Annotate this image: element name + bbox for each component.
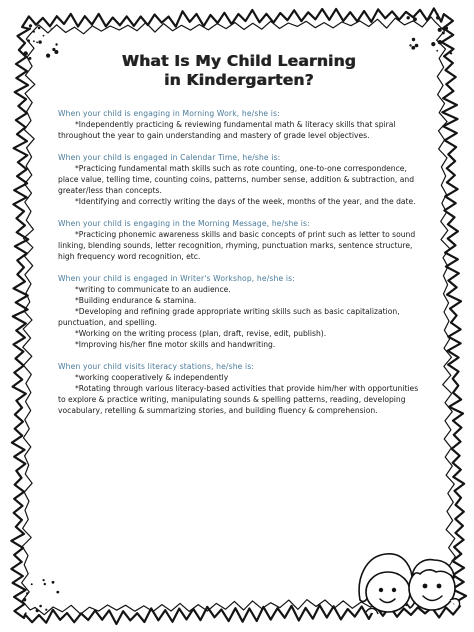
title-line-1: What Is My Child Learning bbox=[121, 52, 357, 70]
confetti-dot bbox=[45, 609, 47, 611]
list-item: *working cooperatively & independently bbox=[75, 373, 229, 382]
confetti-dot bbox=[24, 51, 28, 55]
confetti-dot bbox=[33, 31, 35, 33]
girl-face-icon bbox=[366, 572, 410, 612]
section-calendar-time bbox=[58, 152, 420, 207]
confetti-dot bbox=[413, 17, 417, 21]
boy-eye-right bbox=[437, 584, 442, 589]
confetti-dot bbox=[442, 31, 445, 34]
confetti-dot bbox=[438, 40, 442, 44]
confetti-dot bbox=[31, 583, 33, 585]
confetti-dot bbox=[56, 591, 59, 594]
list-item: *Building endurance & stamina. bbox=[75, 296, 197, 305]
section-heading: When your child is engaging in Morning Work, he/she is: bbox=[58, 109, 280, 118]
confetti-dot bbox=[43, 579, 45, 581]
list-item: *writing to communicate to an audience. bbox=[75, 285, 231, 294]
confetti-dot bbox=[29, 28, 31, 30]
girl-eye-right bbox=[392, 588, 396, 592]
section-morning-work bbox=[58, 108, 420, 141]
boy-eye-left bbox=[423, 584, 428, 589]
list-item: *Independently practicing & reviewing fundamental math & literacy skills that spiral throughout the year to gain understanding and mastery of grade level objectives. bbox=[58, 120, 396, 140]
confetti-dot bbox=[52, 48, 55, 51]
confetti-dot bbox=[438, 28, 442, 32]
section-heading: When your child is engaging in the Morning Message, he/she is: bbox=[58, 219, 310, 228]
confetti-dot bbox=[445, 27, 448, 30]
confetti-dot bbox=[25, 612, 27, 614]
confetti-dot bbox=[43, 35, 45, 37]
confetti-dot bbox=[39, 605, 42, 608]
page-title bbox=[58, 52, 420, 90]
confetti-dot bbox=[38, 40, 41, 43]
confetti-dot bbox=[36, 610, 38, 612]
confetti-dot bbox=[436, 13, 438, 15]
confetti-dot bbox=[416, 45, 418, 47]
section-morning-message bbox=[58, 218, 420, 262]
section-writers-workshop bbox=[58, 273, 420, 350]
confetti-dot bbox=[436, 16, 440, 20]
section-heading: When your child is engaged in Calendar Time, he/she is: bbox=[58, 153, 281, 162]
section-heading: When your child is engaged in Writer's Workshop, he/she is: bbox=[58, 274, 295, 283]
list-item: *Rotating through various literacy-based activities that provide him/her with opportunities to explore & practice writing, manipulating sounds & spelling patterns, reading, developing vocabulary, retelling & summarizing stories, and building fluency & comprehension. bbox=[58, 384, 419, 415]
confetti-dot bbox=[36, 42, 38, 44]
girl-eye-left bbox=[379, 588, 383, 592]
document-body bbox=[58, 50, 420, 427]
confetti-dot bbox=[28, 57, 31, 60]
kids-clipart bbox=[354, 530, 464, 625]
confetti-dot bbox=[55, 43, 57, 45]
confetti-dot bbox=[33, 40, 35, 42]
confetti-dot bbox=[450, 52, 452, 54]
confetti-dot bbox=[409, 44, 411, 46]
list-item: *Working on the writing process (plan, draft, revise, edit, publish). bbox=[75, 329, 327, 338]
list-item: *Practicing phonemic awareness skills and basic concepts of print such as letter to sound linking, blending sounds, letter recognition, rhyming, punctuation marks, sentence structure, high frequency word recognition, etc. bbox=[58, 230, 416, 261]
confetti-dot bbox=[23, 598, 26, 601]
confetti-dot bbox=[27, 39, 30, 42]
confetti-dot bbox=[51, 28, 53, 30]
list-item: *Improving his/her fine motor skills and handwriting. bbox=[75, 340, 276, 349]
confetti-dot bbox=[44, 583, 46, 585]
confetti-dot bbox=[38, 27, 41, 30]
confetti-dot bbox=[26, 592, 28, 594]
section-literacy-stations bbox=[58, 361, 420, 416]
confetti-dot bbox=[431, 42, 435, 46]
confetti-dot bbox=[52, 581, 55, 584]
confetti-dot bbox=[29, 24, 32, 27]
confetti-dot bbox=[436, 50, 438, 52]
confetti-dot bbox=[46, 54, 50, 58]
list-item: *Practicing fundamental math skills such as rote counting, one-to-one correspondence, place value, telling time, counting coins, patterns, number sense, addition & subtraction, and greater/less than concepts. bbox=[58, 164, 415, 195]
section-heading: When your child visits literacy stations, he/she is: bbox=[58, 362, 255, 371]
confetti-dot bbox=[407, 16, 410, 19]
list-item: *Developing and refining grade appropriate writing skills such as basic capitalization, punctuation, and spelling. bbox=[58, 307, 400, 327]
title-line-2: in Kindergarten? bbox=[164, 71, 314, 89]
confetti-dot bbox=[412, 38, 415, 41]
list-item: *Identifying and correctly writing the days of the week, months of the year, and the date. bbox=[75, 197, 416, 206]
